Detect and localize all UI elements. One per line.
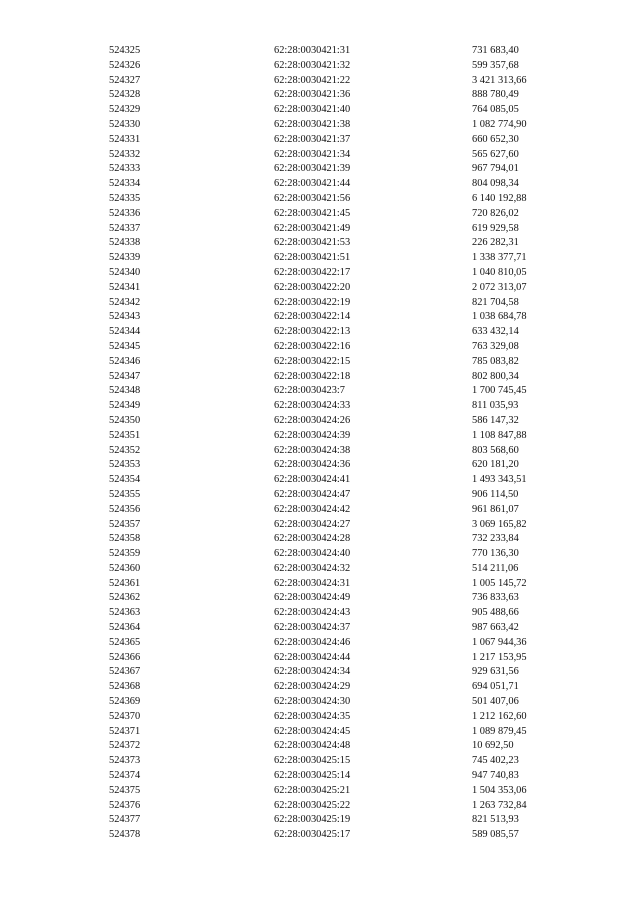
table-row — [109, 665, 582, 680]
row-number-cell: 524326 — [109, 59, 141, 71]
table-row — [109, 296, 582, 311]
cadastral-number-cell: 62:28:0030421:51 — [274, 252, 351, 264]
table-row — [109, 177, 582, 192]
table-row — [109, 562, 582, 577]
row-number-cell: 524336 — [109, 207, 141, 219]
table-row — [109, 636, 582, 651]
cadastral-number-cell: 62:28:0030422:18 — [274, 370, 351, 382]
cadastral-value-cell: 811 035,93 — [472, 400, 519, 412]
cadastral-number-cell: 62:28:0030424:38 — [274, 444, 351, 456]
cadastral-number-cell: 62:28:0030424:33 — [274, 400, 351, 412]
cadastral-number-cell: 62:28:0030421:56 — [274, 192, 351, 204]
cadastral-number-cell: 62:28:0030425:19 — [274, 814, 351, 826]
row-number-cell: 524363 — [109, 607, 141, 619]
table-body — [109, 44, 582, 843]
table-row — [109, 784, 582, 799]
cadastral-number-cell: 62:28:0030423:7 — [274, 385, 346, 397]
cadastral-number-cell: 62:28:0030424:36 — [274, 459, 351, 471]
cadastral-value-cell: 10 692,50 — [472, 740, 514, 752]
table-row — [109, 118, 582, 133]
row-number-cell: 524340 — [109, 266, 141, 278]
row-number-cell: 524351 — [109, 429, 141, 441]
cadastral-value-cell: 1 504 353,06 — [472, 784, 527, 796]
cadastral-value-cell: 694 051,71 — [472, 681, 519, 693]
cadastral-value-cell: 929 631,56 — [472, 666, 519, 678]
row-number-cell: 524368 — [109, 681, 141, 693]
cadastral-value-cell: 987 663,42 — [472, 622, 519, 634]
table-row — [109, 606, 582, 621]
cadastral-number-cell: 62:28:0030424:37 — [274, 622, 351, 634]
table-row — [109, 754, 582, 769]
row-number-cell: 524373 — [109, 755, 141, 767]
cadastral-number-cell: 62:28:0030424:41 — [274, 474, 351, 486]
cadastral-number-cell: 62:28:0030425:14 — [274, 770, 351, 782]
cadastral-value-cell: 1 212 162,60 — [472, 710, 527, 722]
cadastral-value-cell: 1 108 847,88 — [472, 429, 527, 441]
cadastral-value-cell: 1 067 944,36 — [472, 636, 527, 648]
cadastral-value-cell: 906 114,50 — [472, 488, 519, 500]
row-number-cell: 524378 — [109, 829, 141, 841]
row-number-cell: 524352 — [109, 444, 141, 456]
table-row — [109, 207, 582, 222]
table-row — [109, 88, 582, 103]
cadastral-value-cell: 731 683,40 — [472, 45, 519, 56]
cadastral-value-cell: 1 038 684,78 — [472, 311, 527, 323]
table-row — [109, 429, 582, 444]
row-number-cell: 524345 — [109, 340, 141, 352]
table-row — [109, 695, 582, 710]
row-number-cell: 524367 — [109, 666, 141, 678]
cadastral-value-cell: 745 402,23 — [472, 755, 519, 767]
table-row — [109, 148, 582, 163]
row-number-cell: 524343 — [109, 311, 141, 323]
table-row — [109, 399, 582, 414]
table-row — [109, 236, 582, 251]
cadastral-number-cell: 62:28:0030424:44 — [274, 651, 351, 663]
cadastral-value-cell: 1 005 145,72 — [472, 577, 527, 589]
table-row — [109, 370, 582, 385]
table-row — [109, 251, 582, 266]
table-row — [109, 488, 582, 503]
cadastral-value-cell: 226 282,31 — [472, 237, 519, 249]
table-row — [109, 503, 582, 518]
cadastral-number-cell: 62:28:0030422:14 — [274, 311, 351, 323]
table-row — [109, 518, 582, 533]
cadastral-number-cell: 62:28:0030421:38 — [274, 118, 351, 130]
table-row — [109, 162, 582, 177]
table-row — [109, 739, 582, 754]
cadastral-value-cell: 947 740,83 — [472, 770, 519, 782]
table-row — [109, 591, 582, 606]
row-number-cell: 524335 — [109, 192, 141, 204]
table-row — [109, 414, 582, 429]
cadastral-value-cell: 599 357,68 — [472, 59, 519, 71]
cadastral-value-cell: 764 085,05 — [472, 104, 519, 116]
table-row — [109, 355, 582, 370]
table-row — [109, 384, 582, 399]
row-number-cell: 524372 — [109, 740, 141, 752]
table-row — [109, 621, 582, 636]
table-row — [109, 828, 582, 843]
table-row — [109, 340, 582, 355]
cadastral-number-cell: 62:28:0030422:17 — [274, 266, 351, 278]
table-row — [109, 59, 582, 74]
cadastral-value-cell: 770 136,30 — [472, 548, 519, 560]
row-number-cell: 524328 — [109, 89, 141, 101]
cadastral-value-cell: 1 082 774,90 — [472, 118, 527, 130]
row-number-cell: 524358 — [109, 533, 141, 545]
table-row — [109, 192, 582, 207]
table-row — [109, 325, 582, 340]
table-row — [109, 44, 582, 59]
cadastral-number-cell: 62:28:0030424:26 — [274, 414, 351, 426]
row-number-cell: 524325 — [109, 45, 141, 56]
row-number-cell: 524344 — [109, 326, 141, 338]
cadastral-value-cell: 1 217 153,95 — [472, 651, 527, 663]
cadastral-value-cell: 888 780,49 — [472, 89, 519, 101]
table-row — [109, 577, 582, 592]
row-number-cell: 524342 — [109, 296, 141, 308]
cadastral-number-cell: 62:28:0030424:29 — [274, 681, 351, 693]
cadastral-number-cell: 62:28:0030425:15 — [274, 755, 351, 767]
row-number-cell: 524375 — [109, 784, 141, 796]
row-number-cell: 524339 — [109, 252, 141, 264]
cadastral-number-cell: 62:28:0030421:40 — [274, 104, 351, 116]
cadastral-number-cell: 62:28:0030421:31 — [274, 45, 351, 56]
cadastral-value-cell: 514 211,06 — [472, 562, 519, 574]
cadastral-number-cell: 62:28:0030424:43 — [274, 607, 351, 619]
cadastral-number-cell: 62:28:0030421:32 — [274, 59, 351, 71]
cadastral-value-cell: 586 147,32 — [472, 414, 519, 426]
row-number-cell: 524356 — [109, 503, 141, 515]
table-row — [109, 532, 582, 547]
cadastral-number-cell: 62:28:0030425:22 — [274, 799, 351, 811]
table-row — [109, 547, 582, 562]
cadastral-value-cell: 802 800,34 — [472, 370, 519, 382]
cadastral-value-cell: 3 421 313,66 — [472, 74, 527, 86]
row-number-cell: 524350 — [109, 414, 141, 426]
cadastral-value-cell: 619 929,58 — [472, 222, 519, 234]
cadastral-number-cell: 62:28:0030424:34 — [274, 666, 351, 678]
cadastral-value-cell: 732 233,84 — [472, 533, 519, 545]
cadastral-value-cell: 1 493 343,51 — [472, 474, 527, 486]
cadastral-value-cell: 633 432,14 — [472, 326, 519, 338]
cadastral-number-cell: 62:28:0030421:44 — [274, 178, 351, 190]
cadastral-number-cell: 62:28:0030422:15 — [274, 355, 351, 367]
row-number-cell: 524347 — [109, 370, 141, 382]
row-number-cell: 524374 — [109, 770, 141, 782]
row-number-cell: 524334 — [109, 178, 141, 190]
cadastral-value-cell: 763 329,08 — [472, 340, 519, 352]
cadastral-number-cell: 62:28:0030424:30 — [274, 696, 351, 708]
cadastral-number-cell: 62:28:0030422:20 — [274, 281, 351, 293]
row-number-cell: 524376 — [109, 799, 141, 811]
cadastral-number-cell: 62:28:0030424:45 — [274, 725, 351, 737]
cadastral-number-cell: 62:28:0030424:31 — [274, 577, 351, 589]
cadastral-number-cell: 62:28:0030424:46 — [274, 636, 351, 648]
row-number-cell: 524377 — [109, 814, 141, 826]
cadastral-number-cell: 62:28:0030424:28 — [274, 533, 351, 545]
cadastral-value-cell: 6 140 192,88 — [472, 192, 527, 204]
row-number-cell: 524327 — [109, 74, 141, 86]
row-number-cell: 524364 — [109, 622, 141, 634]
table-row — [109, 103, 582, 118]
cadastral-number-cell: 62:28:0030421:22 — [274, 74, 351, 86]
row-number-cell: 524333 — [109, 163, 141, 175]
table-row — [109, 281, 582, 296]
row-number-cell: 524360 — [109, 562, 141, 574]
row-number-cell: 524362 — [109, 592, 141, 604]
cadastral-value-cell: 905 488,66 — [472, 607, 519, 619]
row-number-cell: 524366 — [109, 651, 141, 663]
table-row — [109, 710, 582, 725]
row-number-cell: 524357 — [109, 518, 141, 530]
cadastral-value-cell: 821 513,93 — [472, 814, 519, 826]
cadastral-number-cell: 62:28:0030421:34 — [274, 148, 351, 160]
cadastral-number-cell: 62:28:0030425:17 — [274, 829, 351, 841]
cadastral-number-cell: 62:28:0030424:27 — [274, 518, 351, 530]
cadastral-number-cell: 62:28:0030422:19 — [274, 296, 351, 308]
cadastral-value-cell: 3 069 165,82 — [472, 518, 527, 530]
table-row — [109, 74, 582, 89]
table-row — [109, 458, 582, 473]
row-number-cell: 524332 — [109, 148, 141, 160]
table-row — [109, 444, 582, 459]
table-row — [109, 813, 582, 828]
cadastral-value-cell: 660 652,30 — [472, 133, 519, 145]
cadastral-value-cell: 589 085,57 — [472, 829, 519, 841]
cadastral-number-cell: 62:28:0030424:42 — [274, 503, 351, 515]
cadastral-number-cell: 62:28:0030424:35 — [274, 710, 351, 722]
cadastral-number-cell: 62:28:0030422:13 — [274, 326, 351, 338]
cadastral-value-cell: 821 704,58 — [472, 296, 519, 308]
row-number-cell: 524365 — [109, 636, 141, 648]
cadastral-value-cell: 620 181,20 — [472, 459, 519, 471]
cadastral-number-cell: 62:28:0030424:49 — [274, 592, 351, 604]
row-number-cell: 524354 — [109, 474, 141, 486]
cadastral-value-cell: 961 861,07 — [472, 503, 519, 515]
table-row — [109, 266, 582, 281]
row-number-cell: 524329 — [109, 104, 141, 116]
cadastral-value-cell: 1 089 879,45 — [472, 725, 527, 737]
row-number-cell: 524346 — [109, 355, 141, 367]
table-row — [109, 651, 582, 666]
cadastral-value-cell: 565 627,60 — [472, 148, 519, 160]
cadastral-value-cell: 804 098,34 — [472, 178, 519, 190]
table-row — [109, 769, 582, 784]
cadastral-value-cell: 720 826,02 — [472, 207, 519, 219]
table-row — [109, 310, 582, 325]
cadastral-value-cell: 1 040 810,05 — [472, 266, 527, 278]
row-number-cell: 524330 — [109, 118, 141, 130]
cadastral-number-cell: 62:28:0030424:48 — [274, 740, 351, 752]
table-row — [109, 680, 582, 695]
row-number-cell: 524359 — [109, 548, 141, 560]
table-row — [109, 133, 582, 148]
cadastral-number-cell: 62:28:0030421:49 — [274, 222, 351, 234]
row-number-cell: 524349 — [109, 400, 141, 412]
table-row — [109, 725, 582, 740]
cadastral-value-cell: 1 263 732,84 — [472, 799, 527, 811]
table-row — [109, 473, 582, 488]
cadastral-number-cell: 62:28:0030421:53 — [274, 237, 351, 249]
cadastral-number-cell: 62:28:0030422:16 — [274, 340, 351, 352]
cadastral-value-cell: 1 338 377,71 — [472, 252, 527, 264]
cadastral-number-cell: 62:28:0030421:37 — [274, 133, 351, 145]
cadastral-number-cell: 62:28:0030421:36 — [274, 89, 351, 101]
row-number-cell: 524370 — [109, 710, 141, 722]
cadastral-value-table — [109, 44, 582, 843]
table-row — [109, 222, 582, 237]
cadastral-value-cell: 803 568,60 — [472, 444, 519, 456]
row-number-cell: 524331 — [109, 133, 141, 145]
row-number-cell: 524355 — [109, 488, 141, 500]
row-number-cell: 524337 — [109, 222, 141, 234]
cadastral-number-cell: 62:28:0030424:32 — [274, 562, 351, 574]
cadastral-number-cell: 62:28:0030424:47 — [274, 488, 351, 500]
cadastral-value-cell: 501 407,06 — [472, 696, 519, 708]
row-number-cell: 524353 — [109, 459, 141, 471]
cadastral-number-cell: 62:28:0030424:40 — [274, 548, 351, 560]
row-number-cell: 524348 — [109, 385, 141, 397]
cadastral-value-cell: 1 700 745,45 — [472, 385, 527, 397]
row-number-cell: 524371 — [109, 725, 141, 737]
row-number-cell: 524341 — [109, 281, 141, 293]
cadastral-number-cell: 62:28:0030421:39 — [274, 163, 351, 175]
row-number-cell: 524338 — [109, 237, 141, 249]
cadastral-number-cell: 62:28:0030421:45 — [274, 207, 351, 219]
cadastral-number-cell: 62:28:0030425:21 — [274, 784, 351, 796]
cadastral-number-cell: 62:28:0030424:39 — [274, 429, 351, 441]
row-number-cell: 524361 — [109, 577, 141, 589]
cadastral-value-cell: 785 083,82 — [472, 355, 519, 367]
row-number-cell: 524369 — [109, 696, 141, 708]
cadastral-value-cell: 736 833,63 — [472, 592, 519, 604]
cadastral-value-cell: 967 794,01 — [472, 163, 519, 175]
table-row — [109, 799, 582, 814]
cadastral-value-cell: 2 072 313,07 — [472, 281, 527, 293]
